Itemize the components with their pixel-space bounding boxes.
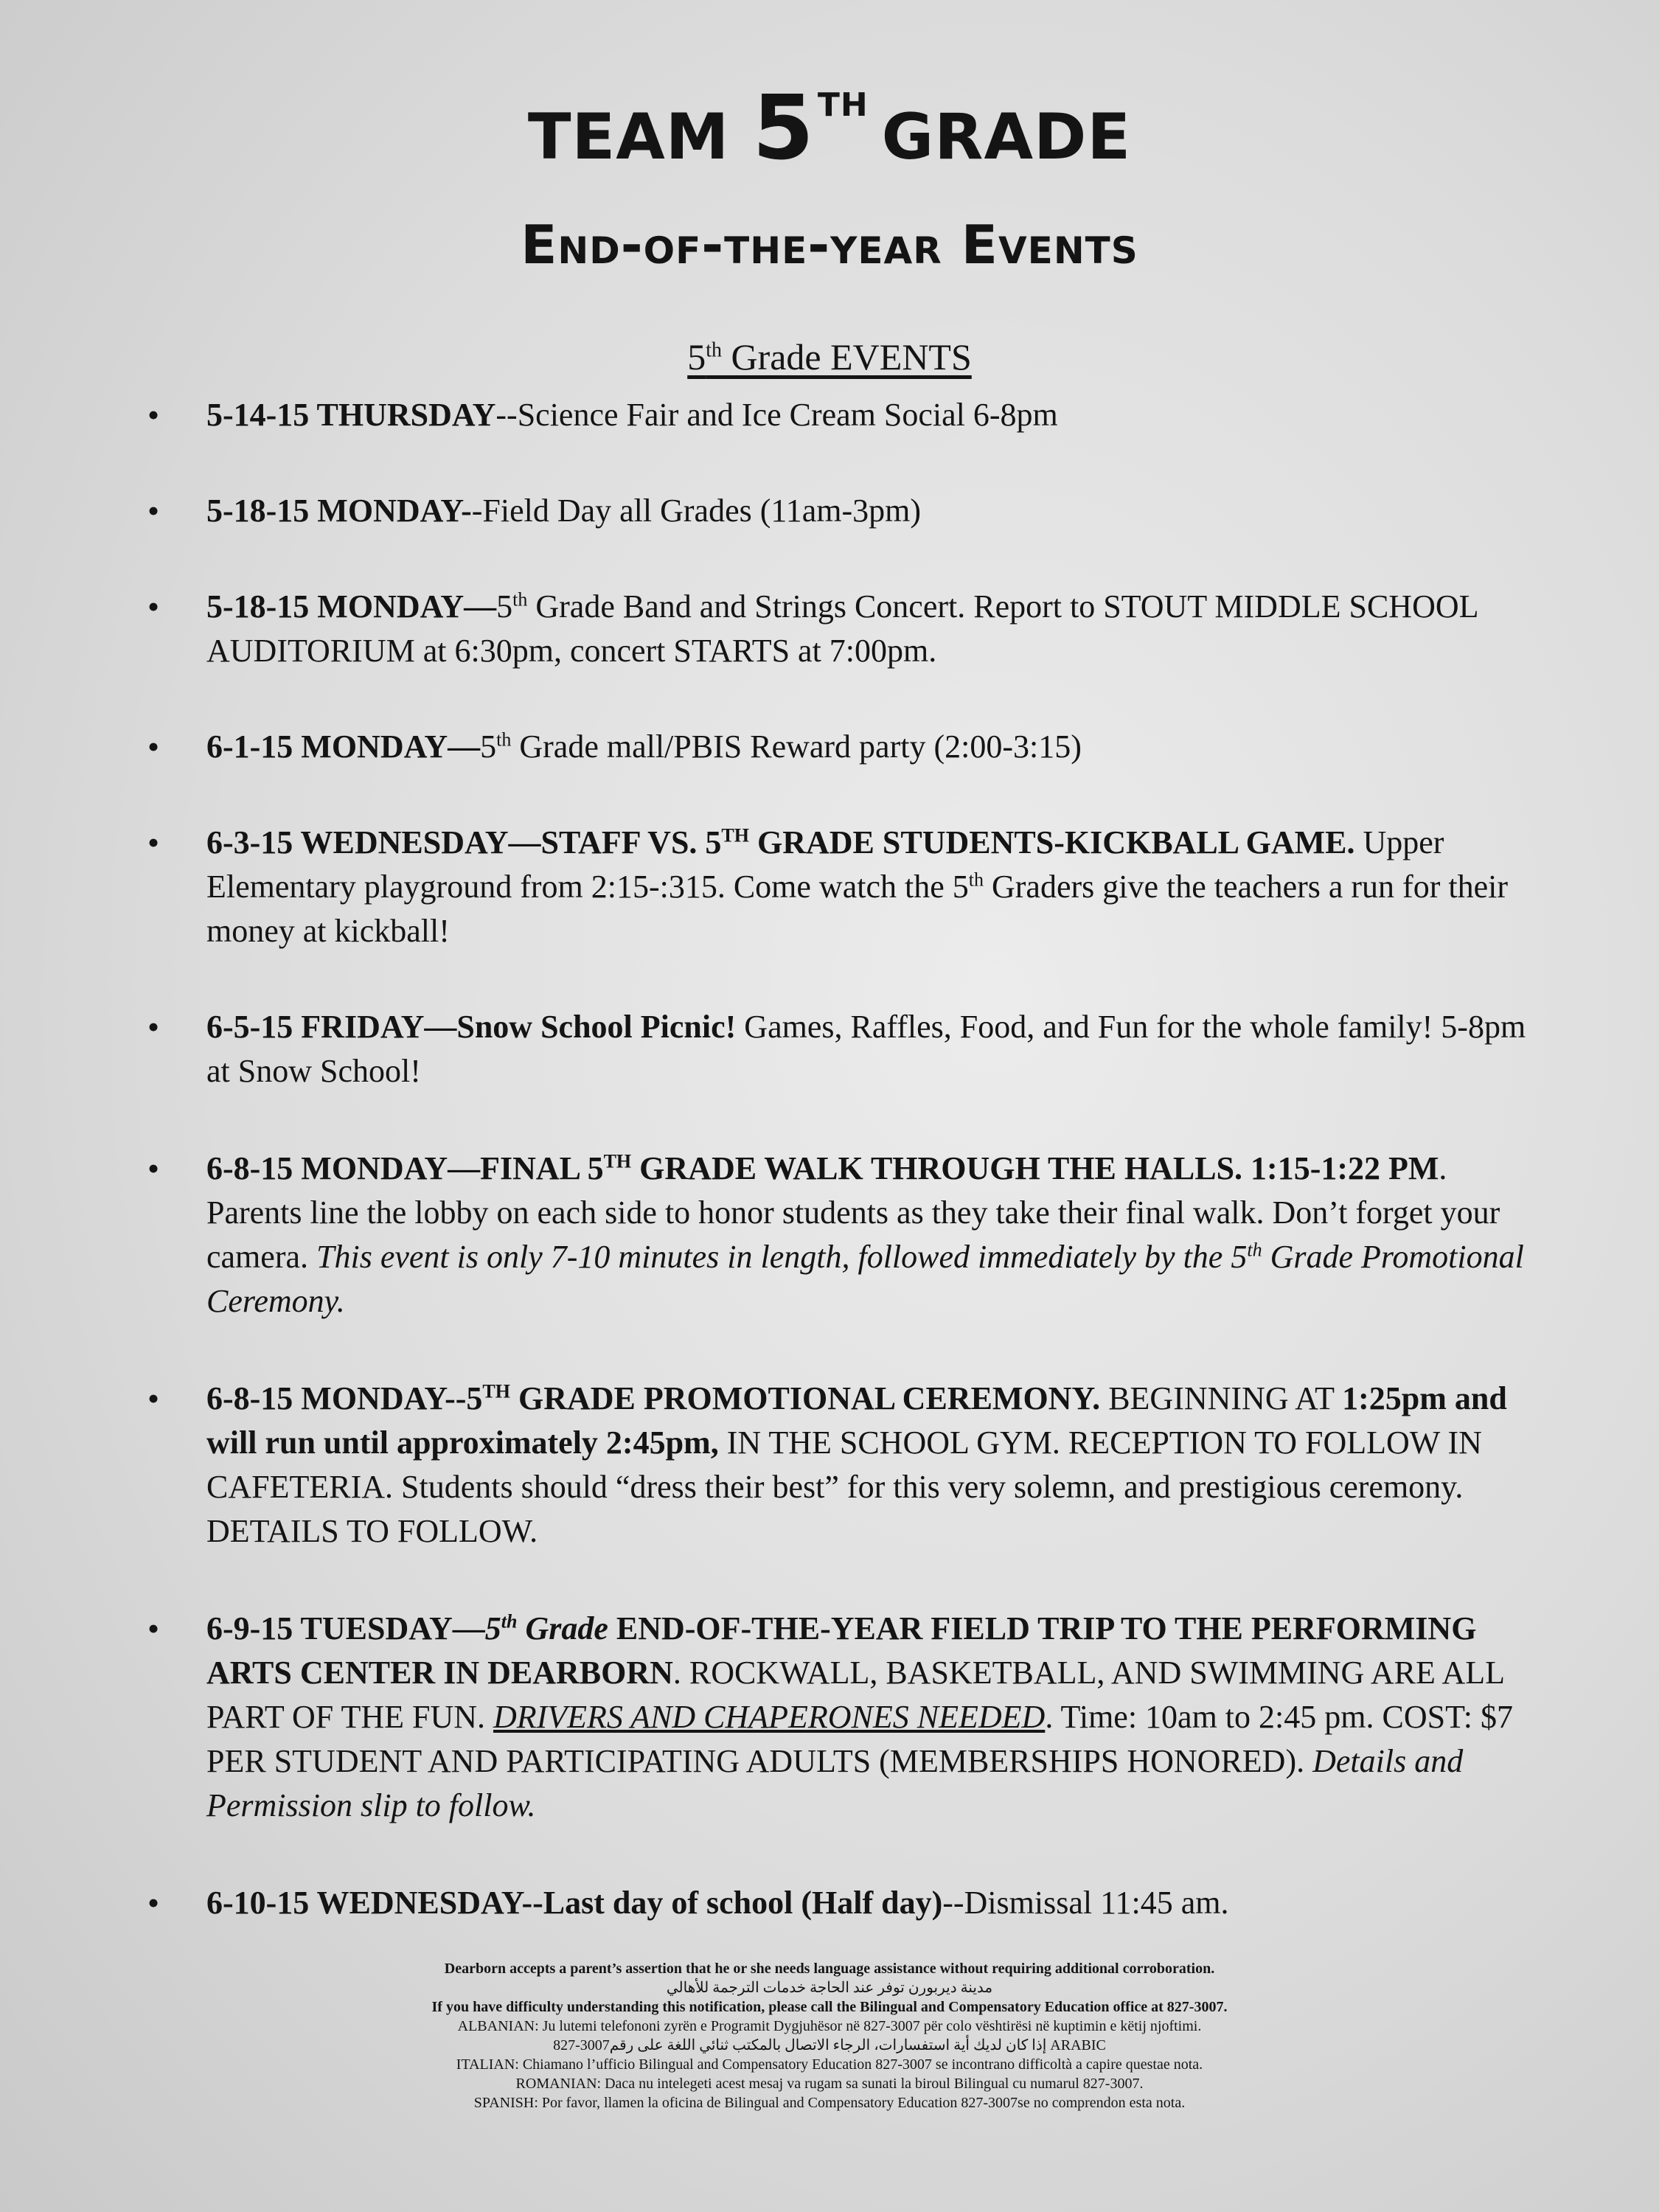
title-grade-suffix: TH bbox=[817, 86, 869, 124]
event-item-promotional-ceremony: • 6-8-15 MONDAY--5TH GRADE PROMOTIONAL CEREMONY. BEGINNING AT 1:25pm and will run until approximately 2:45pm, IN THE SCHOOL GYM. RECEPTION TO FOLLOW IN CAFETERIA. Students should “dress their best” for this very solemn, and prestigious ceremony. DETAILS TO FOLLOW. bbox=[147, 1377, 1526, 1554]
event-item-field-day: • 5-18-15 MONDAY--Field Day all Grades (11am-3pm) bbox=[147, 489, 1526, 533]
page-title bbox=[0, 77, 1659, 180]
notice-line-english: Dearborn accepts a parent’s assertion that he or she needs language assistance without requiring additional corroboration. bbox=[444, 1961, 1215, 1977]
notice-line-contact: If you have difficulty understanding this notification, please call the Bilingual and Compensatory Education office at 827-3007. bbox=[431, 1999, 1228, 2015]
title-team: TEAM bbox=[527, 100, 730, 174]
event-item-science-fair: • 5-14-15 THURSDAY--Science Fair and Ice Cream Social 6-8pm bbox=[147, 393, 1526, 437]
event-item-reward-party: • 6-1-15 MONDAY—5th Grade mall/PBIS Reward party (2:00-3:15) bbox=[147, 725, 1526, 769]
notice-line-italian: ITALIAN: Chiamano l’ufficio Bilingual and Compensatory Education 827-3007 se incontrano difficoltà a capire questae nota. bbox=[456, 2056, 1203, 2073]
notice-line-romanian: ROMANIAN: Daca nu intelegeti acest mesaj va rugam sa sunati la biroul Bilingual cu numarul 827-3007. bbox=[515, 2076, 1144, 2092]
event-list bbox=[147, 387, 1526, 1925]
section-heading: 5th Grade EVENTS bbox=[687, 336, 972, 378]
notice-line-arabic: مدينة ديربورن توفر عند الحاجة خدمات الترجمة للأهالي bbox=[666, 1980, 993, 1996]
event-item-final-walk: • 6-8-15 MONDAY—FINAL 5TH GRADE WALK THROUGH THE HALLS. 1:15-1:22 PM. Parents line the lobby on each side to honor students as they take their final walk. Don’t forget your camera. This event is only 7-10 minutes in length, followed immediately by the 5th Grade Promotional Ceremony. bbox=[147, 1147, 1526, 1324]
title-grade-number: 5 bbox=[752, 77, 815, 180]
title-grade: GRADE bbox=[881, 100, 1132, 174]
event-item-last-day: • 6-10-15 WEDNESDAY--Last day of school (Half day)--Dismissal 11:45 am. bbox=[147, 1881, 1526, 1925]
page-subtitle: End-of-the-year Events bbox=[521, 214, 1138, 276]
event-item-band-concert: • 5-18-15 MONDAY—5th Grade Band and Strings Concert. Report to STOUT MIDDLE SCHOOL AUDITORIUM at 6:30pm, concert STARTS at 7:00pm. bbox=[147, 585, 1526, 673]
language-assistance-notice bbox=[206, 1959, 1453, 2112]
event-item-picnic: • 6-5-15 FRIDAY—Snow School Picnic! Games, Raffles, Food, and Fun for the whole family! 5-8pm at Snow School! bbox=[147, 1005, 1526, 1093]
event-item-field-trip: • 6-9-15 TUESDAY—5th Grade END-OF-THE-YEAR FIELD TRIP TO THE PERFORMING ARTS CENTER IN DEARBORN. ROCKWALL, BASKETBALL, AND SWIMMING ARE ALL PART OF THE FUN. DRIVERS AND CHAPERONES NEEDED. Time: 10am to 2:45 pm. COST: $7 PER STUDENT AND PARTICIPATING ADULTS (MEMBERSHIPS HONORED). Details and Permission slip to follow. bbox=[147, 1607, 1526, 1828]
event-item-kickball: • 6-3-15 WEDNESDAY—STAFF VS. 5TH GRADE STUDENTS-KICKBALL GAME. Upper Elementary playground from 2:15-:315. Come watch the 5th Graders give the teachers a run for their money at kickball! bbox=[147, 821, 1526, 953]
notice-line-albanian: ALBANIAN: Ju lutemi telefononi zyrën e Programit Dygjuhësor në 827-3007 për colo vështirësi në kuptimin e këtij njoftimi. bbox=[457, 2018, 1202, 2034]
notice-line-arabic-contact: إذا كان لديك أية استفسارات، الرجاء الاتصال بالمكتب ثنائي اللغة على رقم3007-827 ARABIC bbox=[553, 2037, 1106, 2053]
notice-line-spanish: SPANISH: Por favor, llamen la oficina de Bilingual and Compensatory Education 827-3007se no comprendon esta nota. bbox=[473, 2095, 1186, 2111]
